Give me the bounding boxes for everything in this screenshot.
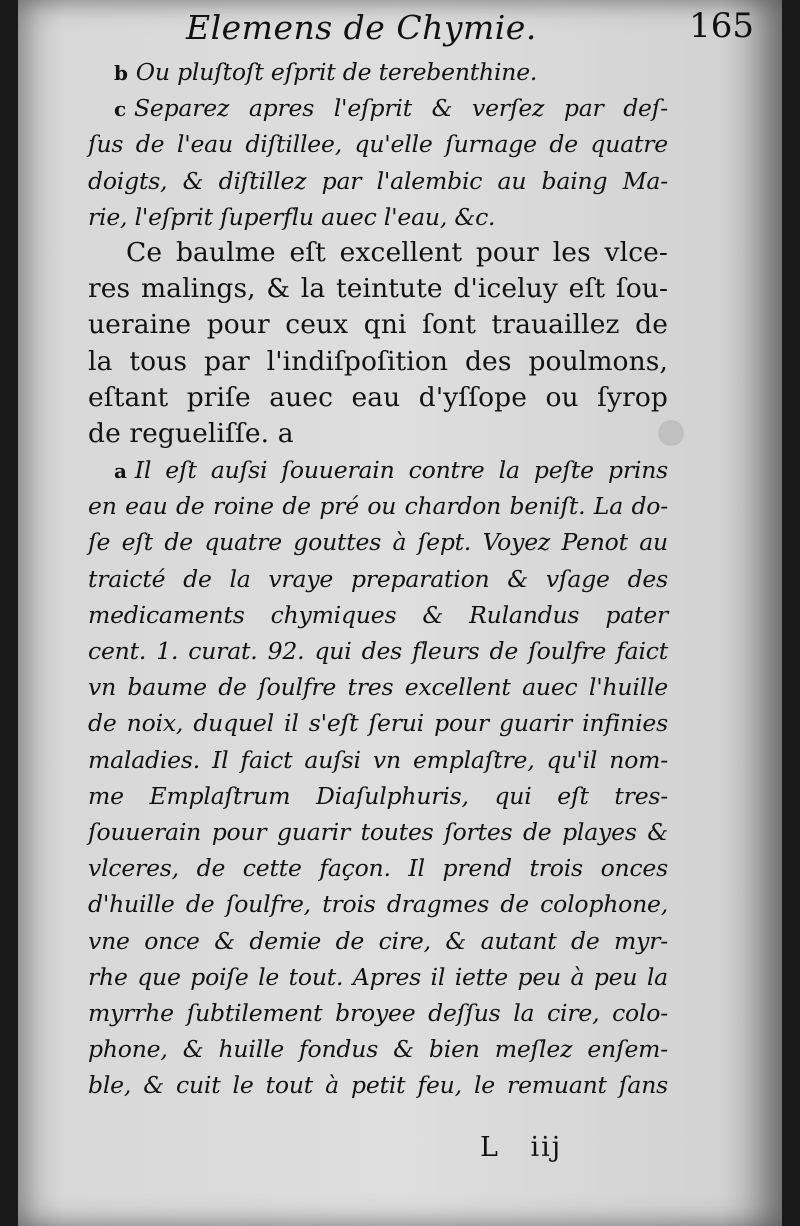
note-text: ſus de l'eau diſtillee, qu'elle ſurnage de quatre (88, 130, 668, 159)
body-line: eſtant priſe auec eau d'yſſope ou ſyrop (88, 381, 668, 413)
note-line: traicté de la vraye preparation & vſage des (88, 564, 668, 593)
note-text: rie, l'eſprit ſuperflu auec l'eau, &c. (88, 202, 496, 231)
book-page (18, 0, 782, 1226)
page-header (186, 8, 754, 52)
note-line (88, 126, 668, 162)
note-line: phone, & huille fondus & bien meſlez enſem- (88, 1035, 668, 1064)
note-line: vlceres, de cette façon. Il prend trois onces (88, 854, 668, 883)
note-line: rhe que poiſe le tout. Apres il iette peu à peu la (88, 962, 668, 991)
note-line: en eau de roine de pré ou chardon beniſt. La do- (88, 492, 668, 521)
note-line: de noix, duquel il s'eſt ſerui pour guarir infinies (88, 709, 668, 738)
note-line: maladies. Il faict auſsi vn emplaſtre, qu'il nom- (88, 745, 668, 774)
signature-mark (480, 1132, 562, 1163)
note-line: vne once & demie de cire, & autant de myr- (88, 926, 668, 955)
note-line: ble, & cuit le tout à petit feu, le remuant ſans (88, 1071, 668, 1100)
text-block (88, 54, 668, 1103)
note-line (88, 90, 668, 126)
note-line: d'huille de ſoulfre, trois dragmes de colophone, (88, 890, 668, 919)
note-line (88, 452, 668, 488)
note-line (88, 54, 668, 90)
body-line: la tous par l'indiſpoſition des poulmons, (88, 345, 668, 377)
note-text: Separez apres l'eſprit & verſez par deſ- (133, 94, 668, 123)
note-line: cent. 1. curat. 92. qui des fleurs de ſoulfre faict (88, 637, 668, 665)
signature-letter: L (480, 1132, 500, 1163)
note-line: ſe eſt de quatre gouttes à ſept. Voyez Penot au (88, 528, 668, 557)
note-text: Ou pluſtoſt eſprit de terebenthine. (135, 58, 538, 86)
note-marker: a (114, 459, 127, 484)
body-line: res malings, & la teintute d'iceluy eſt ſou- (88, 273, 668, 305)
running-title: Elemens de Chymie. (186, 8, 537, 47)
body-line: ueraine pour ceux qni ſont trauaillez de (88, 309, 668, 341)
note-line (88, 163, 668, 199)
body-line: Ce baulme eſt excellent pour les vlce- (126, 236, 668, 268)
note-line: me Emplaſtrum Diaſulphuris, qui eſt tres- (88, 781, 668, 810)
note-line: ſouuerain pour guarir toutes ſortes de playes & (88, 817, 668, 846)
note-marker: c (114, 97, 126, 122)
note-line (88, 199, 668, 235)
note-text: doigts, & diſtillez par l'alembic au baing Ma- (88, 166, 668, 195)
note-line: vn baume de ſoulfre tres excellent auec l'huille (88, 673, 668, 702)
note-marker: b (114, 61, 128, 85)
note-line: medicaments chymiques & Rulandus pater (88, 600, 668, 629)
page-number: 165 (689, 6, 754, 46)
note-text: Il eſt auſsi ſouuerain contre la peſte prins (134, 456, 668, 485)
body-line: de regueliſſe. a (88, 417, 294, 449)
signature-numeral: iij (530, 1132, 563, 1163)
note-line: myrrhe ſubtilement broyee deſſus la cire, colo- (88, 998, 668, 1027)
